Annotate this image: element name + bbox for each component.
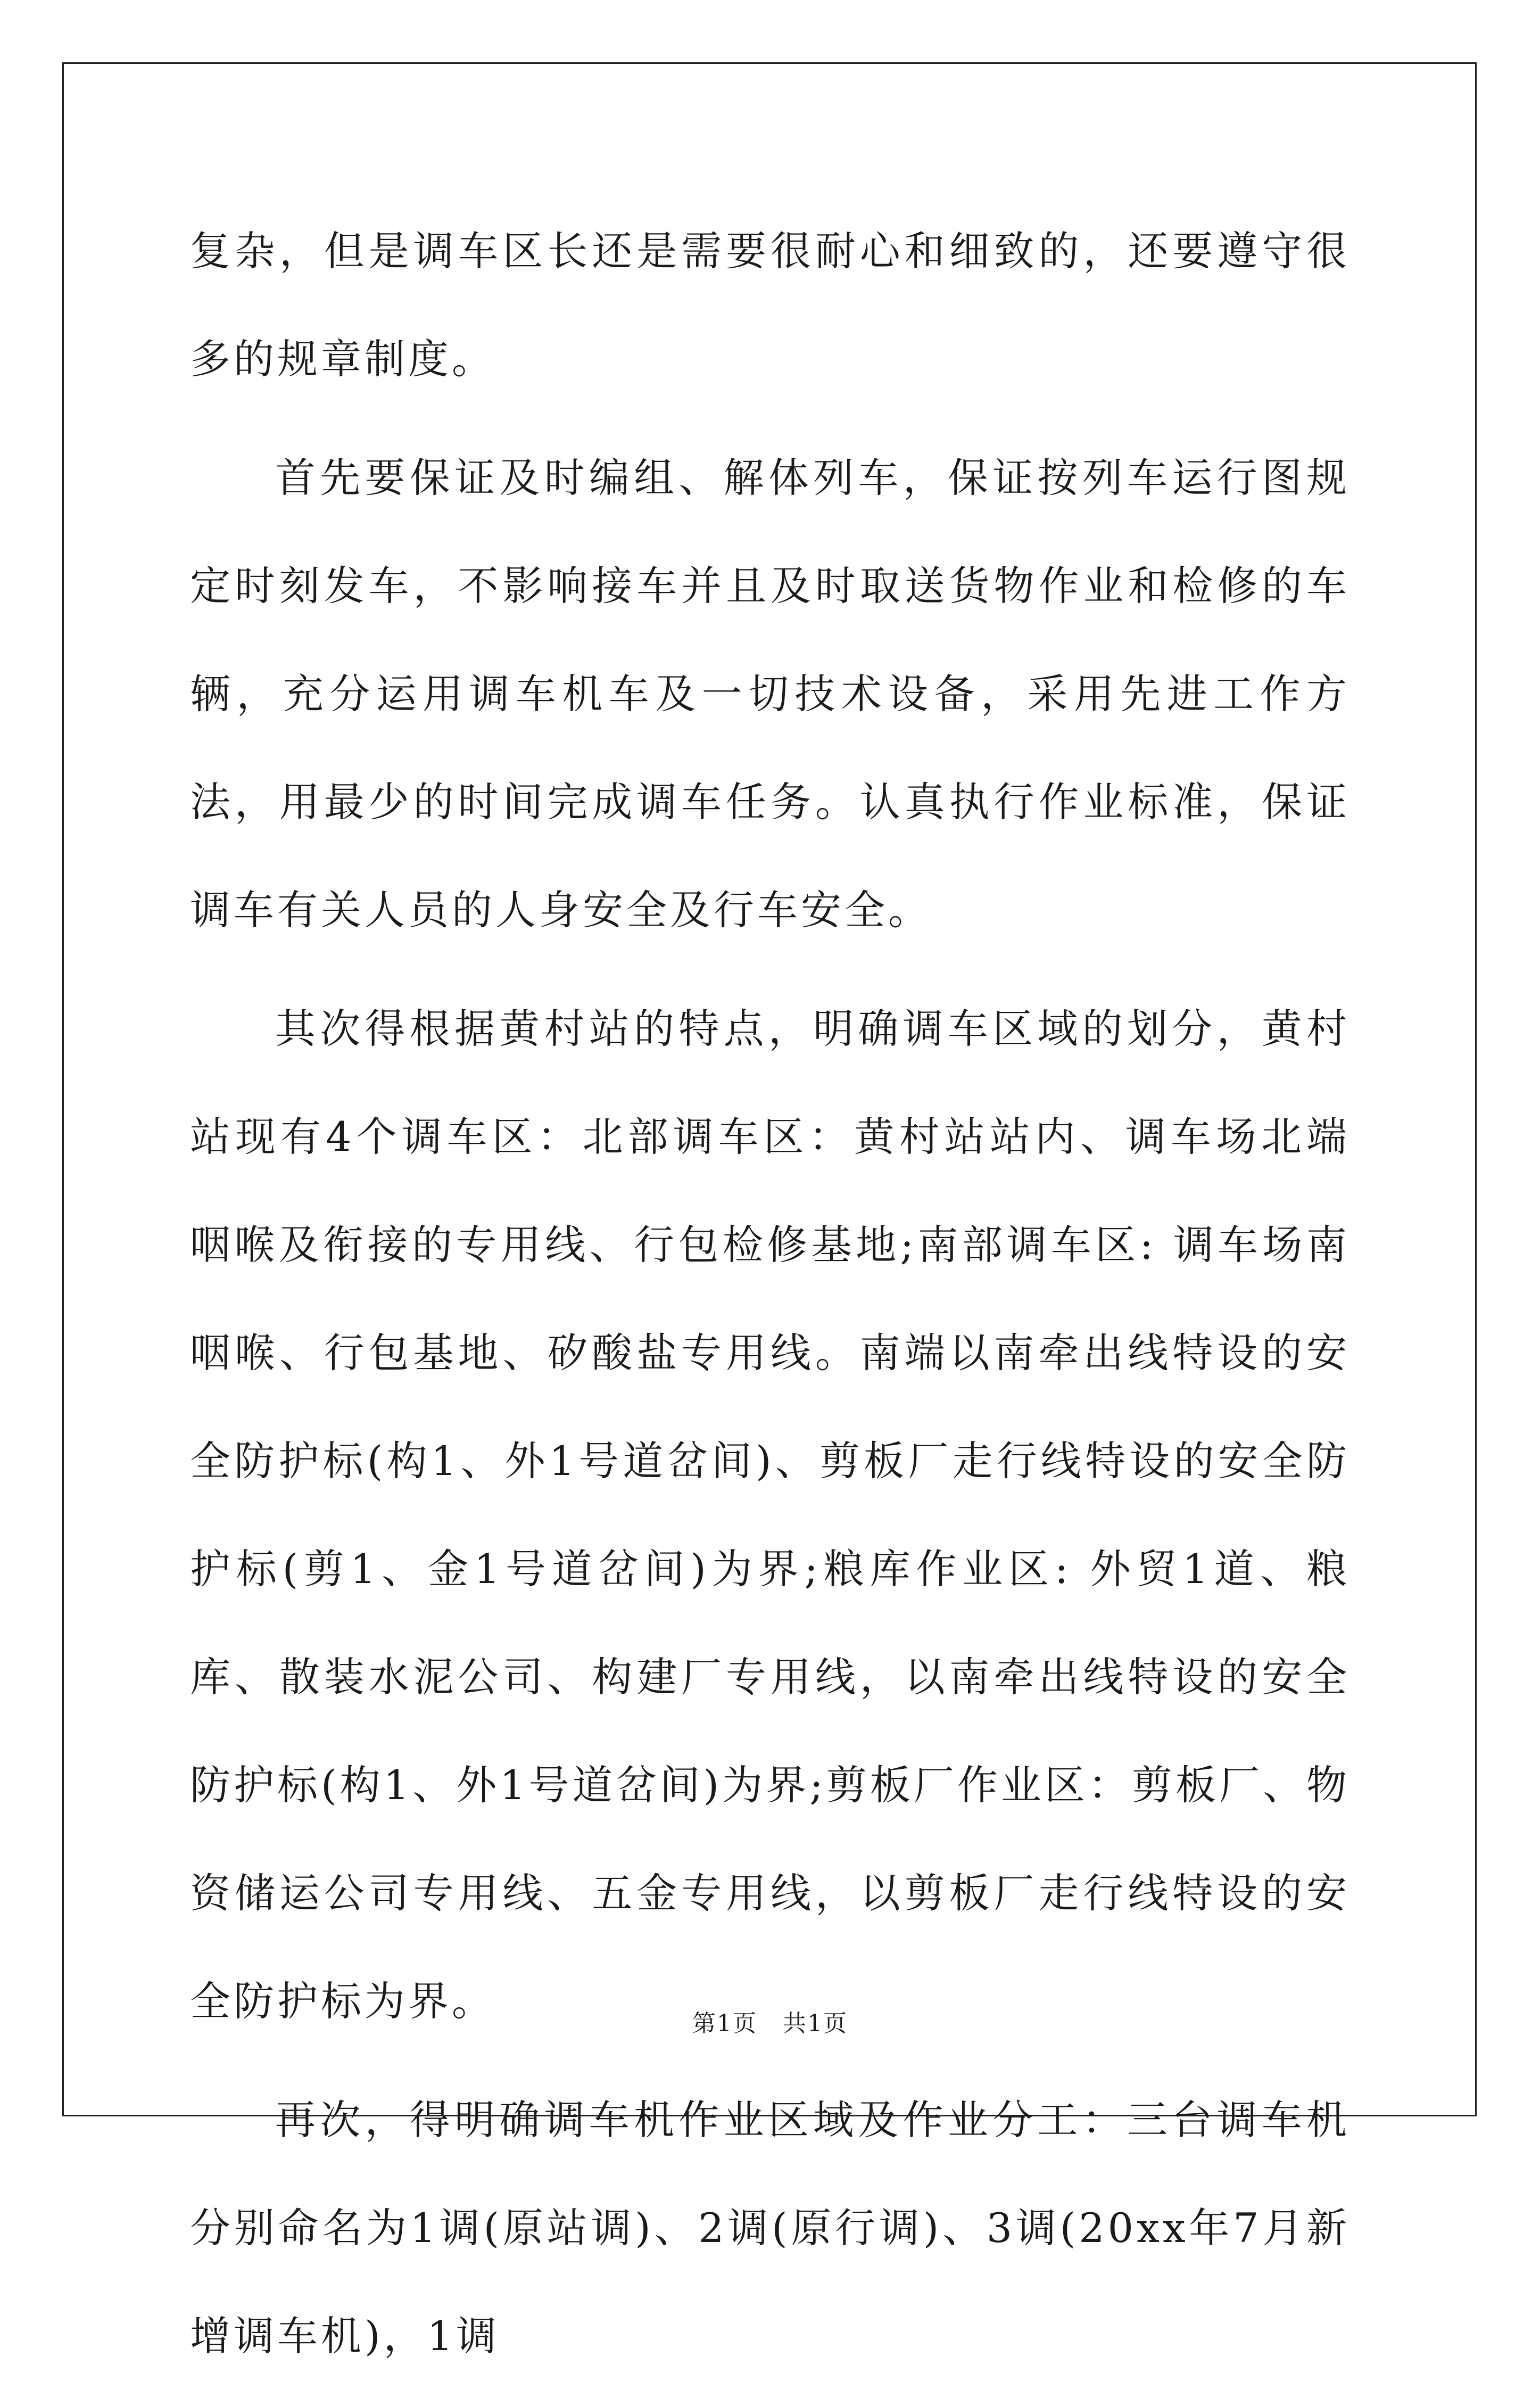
paragraph-3: 其次得根据黄村站的特点，明确调车区域的划分，黄村站现有4个调车区：北部调车区：黄村站站内、调车场北端咽喉及衔接的专用线、行包检修基地;南部调车区: 调车场南咽喉、行包基地、矽酸盐专用线。南端以南牵出线特设的安全防护标(构1、外1号道岔间)、剪板厂走行线特设的安全防护标(剪1、金1号道岔间)为界;粮库作业区: 外贸1道、粮库、散装水泥公司、构建厂专用线，以南牵出线特设的安全防护标(构1、外1号道岔间)为界;剪板厂作业区：剪板厂、物资储运公司专用线、五金专用线，以剪板厂走行线特设的安全防护标为界。	[190, 1005, 1350, 2025]
paragraph-4: 再次，得明确调车机作业区域及作业分工：三台调车机分别命名为1调(原站调)、2调(原行调)、3调(20xx年7月新增调车机)，1调	[190, 2096, 1350, 2360]
page-total: 共1页	[783, 2010, 848, 2037]
paragraph-1: 复杂，但是调车区长还是需要很耐心和细致的，还要遵守很多的规章制度。	[190, 227, 1350, 383]
paragraph-2: 首先要保证及时编组、解体列车，保证按列车运行图规定时刻发车，不影响接车并且及时取送货物作业和检修的车辆，充分运用调车机车及一切技术设备，采用先进工作方法，用最少的时间完成调车任务。认真执行作业标准，保证调车有关人员的人身安全及行车安全。	[190, 454, 1350, 934]
document-body	[190, 197, 1350, 2390]
page-footer	[0, 2004, 1540, 2038]
page-number: 第1页	[692, 2010, 757, 2037]
